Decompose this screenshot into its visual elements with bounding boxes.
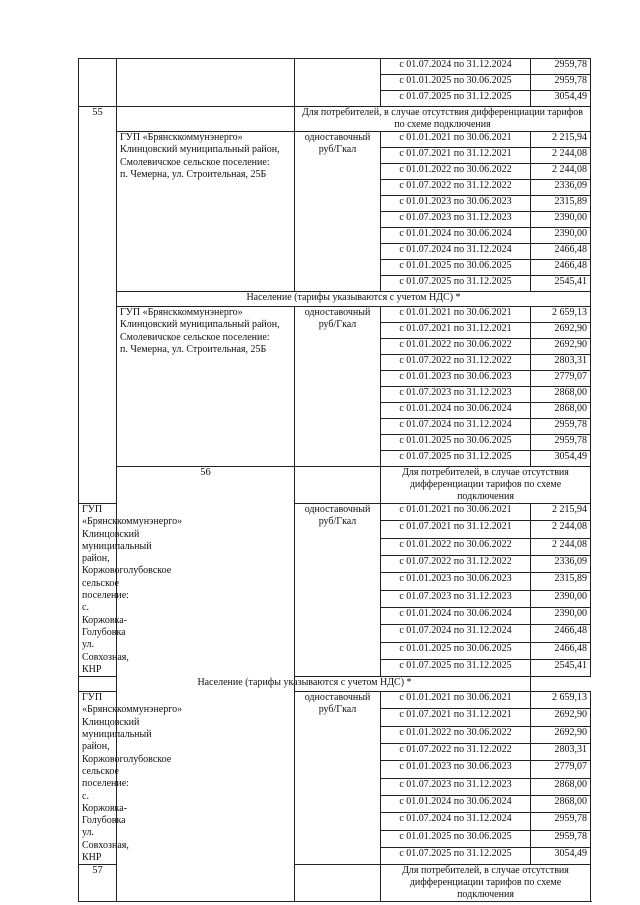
period-cell: с 01.07.2025 по 31.12.2025 (381, 91, 531, 107)
organization-line: Клинцовский муниципальный район, (82, 528, 152, 565)
organization-line: с. Коржовка-Голубовка ул. Совхозная, КНР (82, 790, 129, 864)
tariff-value: 2 244,08 (531, 164, 591, 180)
period-cell: с 01.01.2021 по 30.06.2021 (381, 307, 531, 323)
period-cell: с 01.07.2025 по 31.12.2025 (381, 276, 531, 292)
period-cell: с 01.01.2024 по 30.06.2024 (381, 796, 531, 813)
organization-line: п. Чемерна, ул. Строительная, 25Б (120, 168, 267, 180)
tariff-type-cell: одноставочный руб/Гкал (295, 132, 381, 292)
tariff-value: 2545,41 (531, 276, 591, 292)
period-cell: с 01.07.2025 по 31.12.2025 (381, 847, 531, 864)
tariff-value: 3054,49 (531, 451, 591, 467)
period-cell: с 01.07.2021 по 31.12.2021 (381, 709, 531, 726)
tariff-value: 2692,90 (531, 709, 591, 726)
organization-line: ГУП «Брянсккоммунэнерго» (120, 132, 243, 143)
tariff-value: 2466,48 (531, 260, 591, 276)
tariff-value: 2 244,08 (531, 148, 591, 164)
tariff-value: 3054,49 (531, 91, 591, 107)
tariff-value: 2336,09 (531, 555, 591, 572)
tariff-value: 2692,90 (531, 339, 591, 355)
tariff-table (78, 58, 591, 902)
organization-line: ГУП «Брянсккоммунэнерго» (120, 307, 243, 318)
organization-line: Коржовоголубовское сельское поселение: (82, 753, 172, 790)
organization-line: п. Чемерна, ул. Строительная, 25Б (120, 343, 267, 355)
period-cell: с 01.01.2023 по 30.06.2023 (381, 573, 531, 590)
period-cell: с 01.07.2024 по 31.12.2024 (381, 59, 531, 75)
tariff-value: 2779,07 (531, 761, 591, 778)
period-cell: с 01.07.2023 по 31.12.2023 (381, 590, 531, 607)
tariff-value: 2692,90 (531, 323, 591, 339)
period-cell: с 01.07.2024 по 31.12.2024 (381, 625, 531, 642)
period-cell: с 01.07.2021 по 31.12.2021 (381, 323, 531, 339)
tariff-value: 2 244,08 (531, 538, 591, 555)
tariff-type-cell: одноставочный руб/Гкал (295, 504, 381, 677)
section-number: 56 (117, 467, 295, 902)
tariff-type-cell: одноставочный руб/Гкал (295, 307, 381, 467)
tariff-value: 2390,00 (531, 212, 591, 228)
period-cell: с 01.01.2023 по 30.06.2023 (381, 761, 531, 778)
tariff-type-cell (295, 59, 381, 107)
period-cell: с 01.07.2021 по 31.12.2021 (381, 148, 531, 164)
period-cell: с 01.01.2025 по 30.06.2025 (381, 75, 531, 91)
tariff-value: 2545,41 (531, 659, 591, 676)
tariff-value: 2 215,94 (531, 504, 591, 521)
period-cell: с 01.01.2022 по 30.06.2022 (381, 726, 531, 743)
tariff-value: 2 659,13 (531, 307, 591, 323)
period-cell: с 01.07.2024 по 31.12.2024 (381, 244, 531, 260)
tariff-value: 2466,48 (531, 625, 591, 642)
tariff-value: 2779,07 (531, 371, 591, 387)
organization-cell (79, 504, 183, 677)
tariff-value: 2959,78 (531, 75, 591, 91)
tariff-value: 2868,00 (531, 778, 591, 795)
tariff-value: 2959,78 (531, 419, 591, 435)
tariff-value: 2868,00 (531, 403, 591, 419)
tariff-value: 2390,00 (531, 228, 591, 244)
period-cell: с 01.01.2025 по 30.06.2025 (381, 260, 531, 276)
tariff-value: 2315,89 (531, 573, 591, 590)
period-cell: с 01.07.2024 по 31.12.2024 (381, 813, 531, 830)
tariff-value: 2959,78 (531, 59, 591, 75)
tariff-value: 3054,49 (531, 847, 591, 864)
period-cell: с 01.07.2023 по 31.12.2023 (381, 778, 531, 795)
table-row (79, 59, 591, 75)
period-cell: с 01.07.2022 по 31.12.2022 (381, 744, 531, 761)
section-heading: Для потребителей, в случае отсутствия дифференциации тарифов по схеме подключения (295, 107, 591, 132)
period-cell: с 01.07.2022 по 31.12.2022 (381, 355, 531, 371)
section-header-row (79, 107, 591, 132)
organization-line: Клинцовский муниципальный район, (120, 144, 280, 156)
tariff-value: 2959,78 (531, 435, 591, 451)
section-number: 55 (79, 107, 117, 504)
tariff-value: 2466,48 (531, 642, 591, 659)
tariff-value: 2959,78 (531, 830, 591, 847)
population-heading: Население (тарифы указываются с учетом НДС) * (79, 677, 531, 692)
period-cell: с 01.07.2023 по 31.12.2023 (381, 387, 531, 403)
section-heading: Для потребителей, в случае отсутствия дифференциации тарифов по схеме подключения (381, 865, 591, 902)
period-cell: с 01.01.2022 по 30.06.2022 (381, 339, 531, 355)
tariff-value: 2 215,94 (531, 132, 591, 148)
period-cell: с 01.01.2022 по 30.06.2022 (381, 164, 531, 180)
period-cell: с 01.07.2021 по 31.12.2021 (381, 521, 531, 538)
number-cell (79, 59, 117, 107)
period-cell: с 01.07.2024 по 31.12.2024 (381, 419, 531, 435)
organization-line: Клинцовский муниципальный район, (120, 319, 280, 331)
section-header-row (79, 467, 591, 504)
period-cell: с 01.01.2025 по 30.06.2025 (381, 642, 531, 659)
tariff-value: 2692,90 (531, 726, 591, 743)
organization-line: Клинцовский муниципальный район, (82, 716, 152, 753)
period-cell: с 01.01.2021 по 30.06.2021 (381, 504, 531, 521)
empty-cell (295, 467, 381, 504)
period-cell: с 01.07.2025 по 31.12.2025 (381, 659, 531, 676)
section-number: 57 (79, 865, 117, 902)
period-cell: с 01.07.2023 по 31.12.2023 (381, 212, 531, 228)
organization-cell (117, 307, 295, 467)
organization-line: Коржовоголубовское сельское поселение: (82, 565, 172, 602)
tariff-value: 2315,89 (531, 196, 591, 212)
empty-cell (295, 865, 381, 902)
table-row (79, 307, 591, 323)
organization-line: ГУП «Брянсккоммунэнерго» (82, 504, 183, 528)
tariff-type-cell: одноставочный руб/Гкал (295, 692, 381, 865)
tariff-value: 2803,31 (531, 355, 591, 371)
population-header-row (79, 677, 591, 692)
population-header-row (79, 292, 591, 307)
period-cell: с 01.01.2023 по 30.06.2023 (381, 371, 531, 387)
period-cell: с 01.01.2024 по 30.06.2024 (381, 403, 531, 419)
tariff-value: 2466,48 (531, 244, 591, 260)
empty-cell (117, 107, 295, 132)
table-row (79, 132, 591, 148)
period-cell: с 01.01.2025 по 30.06.2025 (381, 435, 531, 451)
organization-cell (117, 59, 295, 107)
population-heading: Население (тарифы указываются с учетом НДС) * (117, 292, 591, 307)
period-cell: с 01.01.2021 по 30.06.2021 (381, 692, 531, 709)
section-heading: Для потребителей, в случае отсутствия дифференциации тарифов по схеме подключения (381, 467, 591, 504)
period-cell: с 01.01.2023 по 30.06.2023 (381, 196, 531, 212)
tariff-value: 2803,31 (531, 744, 591, 761)
tariff-value: 2336,09 (531, 180, 591, 196)
period-cell: с 01.01.2022 по 30.06.2022 (381, 538, 531, 555)
tariff-value: 2390,00 (531, 607, 591, 624)
organization-line: с. Коржовка-Голубовка ул. Совхозная, КНР (82, 602, 129, 675)
period-cell: с 01.01.2024 по 30.06.2024 (381, 228, 531, 244)
period-cell: с 01.07.2022 по 31.12.2022 (381, 180, 531, 196)
period-cell: с 01.01.2021 по 30.06.2021 (381, 132, 531, 148)
organization-line: ГУП «Брянсккоммунэнерго» (82, 692, 183, 716)
organization-cell (117, 132, 295, 292)
organization-line: Смолевичское сельское поселение: (120, 331, 270, 343)
period-cell: с 01.01.2025 по 30.06.2025 (381, 830, 531, 847)
tariff-value: 2959,78 (531, 813, 591, 830)
tariff-value: 2868,00 (531, 387, 591, 403)
tariff-value: 2 659,13 (531, 692, 591, 709)
tariff-value: 2 244,08 (531, 521, 591, 538)
period-cell: с 01.07.2025 по 31.12.2025 (381, 451, 531, 467)
period-cell: с 01.01.2024 по 30.06.2024 (381, 607, 531, 624)
tariff-value: 2868,00 (531, 796, 591, 813)
tariff-value: 2390,00 (531, 590, 591, 607)
period-cell: с 01.07.2022 по 31.12.2022 (381, 555, 531, 572)
tariff-table-body (79, 59, 591, 902)
organization-line: Смолевичское сельское поселение: (120, 156, 270, 168)
organization-cell (79, 692, 183, 865)
